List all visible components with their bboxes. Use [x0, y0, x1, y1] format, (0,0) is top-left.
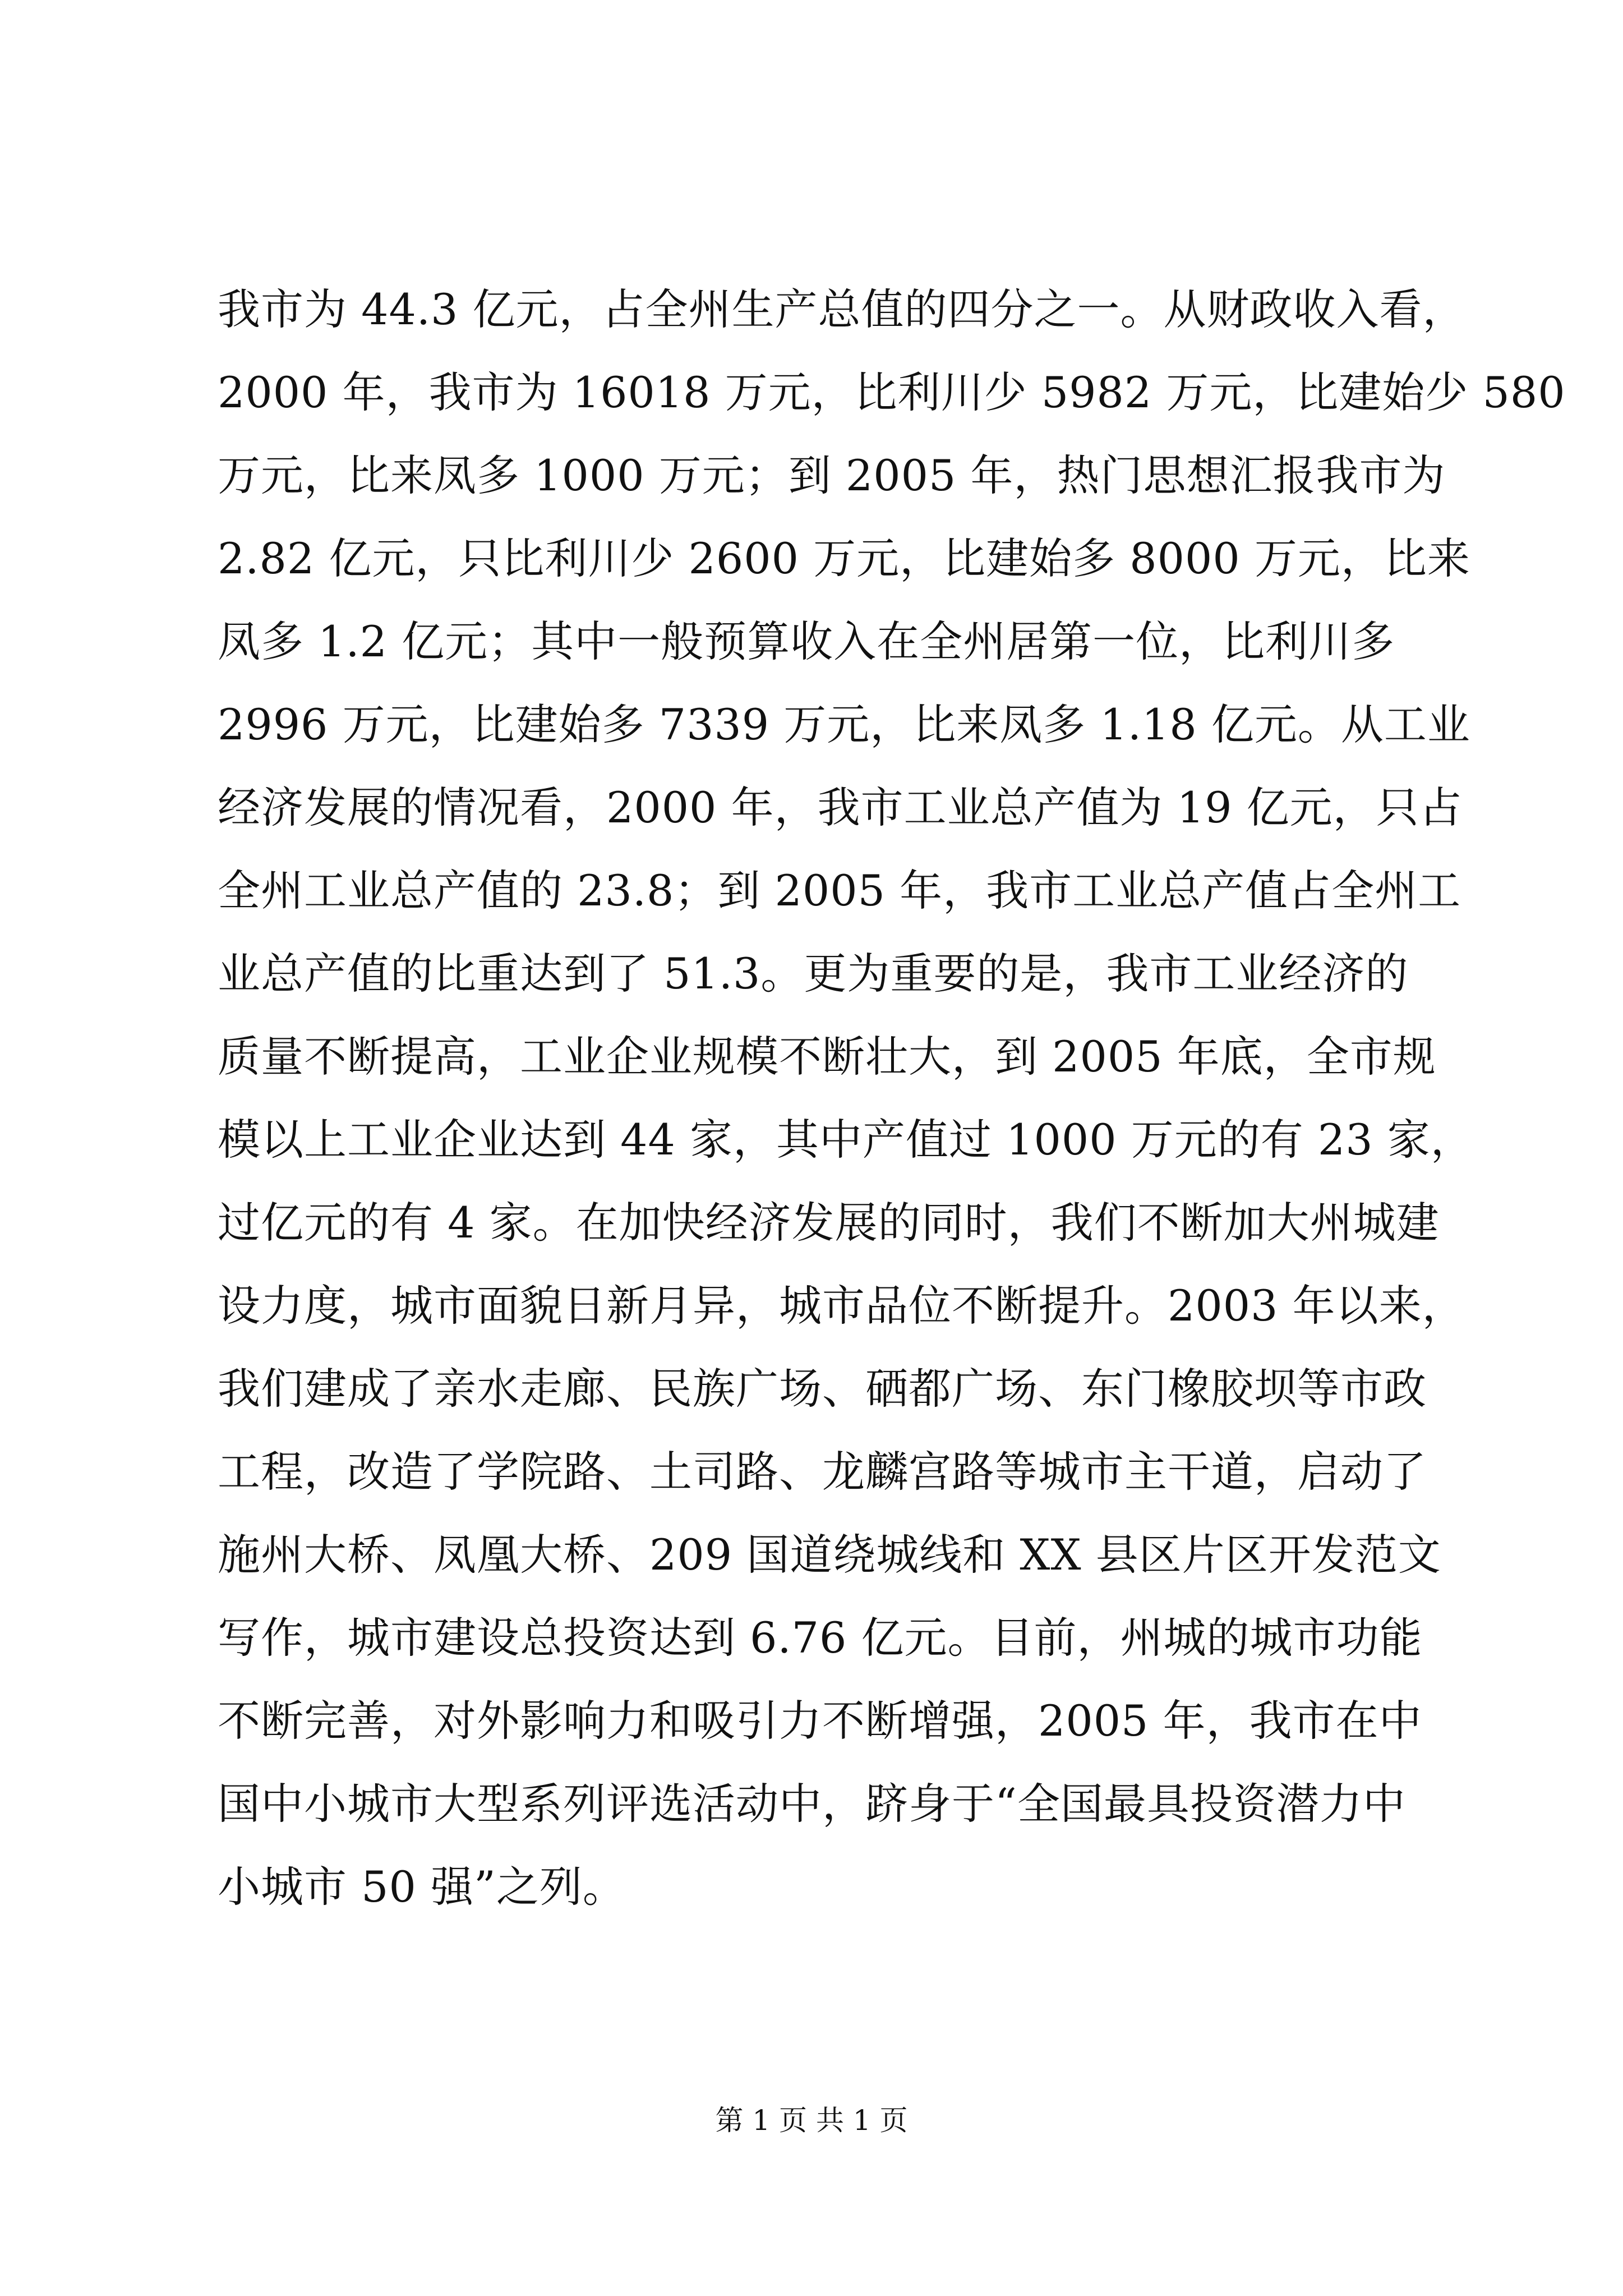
page-number-label: 第 1 页 共 1 页: [715, 2104, 908, 2137]
text-line: 写作，城市建设总投资达到 6.76 亿元。目前，州城的城市功能: [218, 1613, 1423, 1663]
text-line: 小城市 50 强”之列。: [218, 1862, 626, 1912]
text-line: 不断完善，对外影响力和吸引力不断增强，2005 年，我市在中: [218, 1696, 1422, 1746]
text-line: 凤多 1.2 亿元；其中一般预算收入在全州居第一位，比利川多: [218, 616, 1395, 666]
text-line: 施州大桥、凤凰大桥、209 国道绕城线和 XX 县区片区开发范文: [218, 1530, 1441, 1580]
text-line: 我市为 44.3 亿元，占全州生产总值的四分之一。从财政收入看，: [218, 284, 1466, 334]
text-line: 设力度，城市面貌日新月异，城市品位不断提升。2003 年以来，: [218, 1281, 1465, 1331]
text-line: 过亿元的有 4 家。在加快经济发展的同时，我们不断加大州城建: [218, 1198, 1440, 1248]
text-line: 2000 年，我市为 16018 万元，比利川少 5982 万元，比建始少 580: [218, 367, 1566, 417]
text-line: 业总产值的比重达到了 51.3。更为重要的是，我市工业经济的: [218, 949, 1409, 999]
text-line: 全州工业总产值的 23.8；到 2005 年，我市工业总产值占全州工: [218, 866, 1461, 915]
text-line: 2.82 亿元，只比利川少 2600 万元，比建始多 8000 万元，比来: [218, 533, 1470, 583]
body-paragraph: [218, 268, 1566, 1929]
text-line: 工程，改造了学院路、土司路、龙麟宫路等城市主干道，启动了: [218, 1447, 1427, 1497]
text-line: 质量不断提高，工业企业规模不断壮大，到 2005 年底，全市规: [218, 1032, 1436, 1082]
text-line: 国中小城市大型系列评选活动中，跻身于“全国最具投资潜力中: [218, 1779, 1406, 1829]
text-line: 经济发展的情况看，2000 年，我市工业总产值为 19 亿元，只占: [218, 783, 1463, 832]
page-footer: [0, 2098, 1623, 2143]
text-line: 我们建成了亲水走廊、民族广场、硒都广场、东门橡胶坝等市政: [218, 1364, 1427, 1414]
text-line: 模以上工业企业达到 44 家，其中产值过 1000 万元的有 23 家，: [218, 1115, 1474, 1165]
text-line: 2996 万元，比建始多 7339 万元，比来凤多 1.18 亿元。从工业: [218, 700, 1470, 749]
text-line: 万元，比来凤多 1000 万元；到 2005 年，热门思想汇报我市为: [218, 450, 1446, 500]
